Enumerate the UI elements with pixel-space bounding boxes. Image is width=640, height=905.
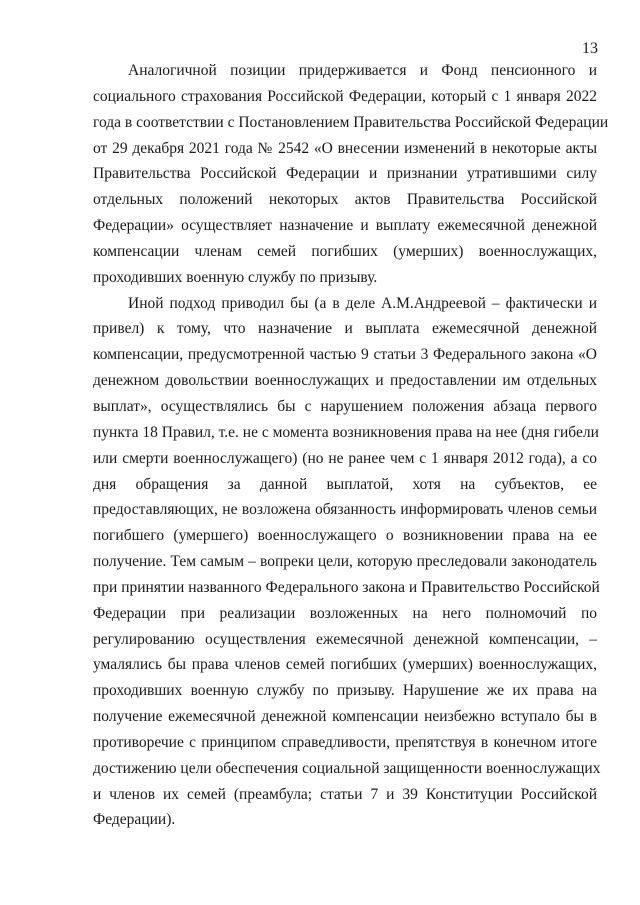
text-line: регулированию осуществления ежемесячной денежной компенсации, – <box>93 630 597 648</box>
text-line: отдельных положений некоторых актов Правительства Российской <box>93 191 597 209</box>
text-line: достижению цели обеспечения социальной защищенности военнослужащих <box>93 759 601 777</box>
text-line: при принятии названного Федерального закона и Правительство Российской <box>93 578 600 596</box>
paragraph-2 <box>93 291 601 834</box>
text-line: или смерти военнослужащего) (но не ранее чем с 1 января 2012 года), а со <box>93 449 597 467</box>
text-line: компенсации членам семей погибших (умерших) военнослужащих, <box>93 242 597 260</box>
text-line: Федерации при реализации возложенных на него полномочий по <box>93 604 597 622</box>
text-line: Федерации). <box>93 811 176 829</box>
text-line: проходивших военную службу по призыву. Нарушение же их права на <box>93 682 597 700</box>
text-line: Иной подход приводил бы (а в деле А.М.Андреевой – фактически и <box>128 294 597 312</box>
text-line: пункта 18 Правил, т.е. не с момента возникновения права на нее (дня гибели <box>93 423 599 441</box>
text-line: и членов их семей (преамбула; статьи 7 и 39 Конституции Российской <box>93 785 597 803</box>
text-line: погибшего (умершего) военнослужащего о возникновении права на ее <box>93 527 597 545</box>
text-line: компенсации, предусмотренной частью 9 статьи 3 Федерального закона «О <box>93 346 597 364</box>
text-line: социального страхования Российской Федерации, который с 1 января 2022 <box>93 87 597 105</box>
text-line: получение. Тем самым – вопреки цели, которую преследовали законодатель <box>93 553 597 571</box>
text-line: от 29 декабря 2021 года № 2542 «О внесении изменений в некоторые акты <box>93 139 597 157</box>
text-line: дня обращения за данной выплатой, хотя на субъектов, ее <box>93 475 597 493</box>
text-line: выплат», осуществлялись бы с нарушением положения абзаца первого <box>93 397 597 415</box>
text-line: проходивших военную службу по призыву. <box>93 268 378 286</box>
text-line: противоречие с принципом справедливости, препятствуя в конечном итоге <box>93 733 597 751</box>
text-line: привел) к тому, что назначение и выплата ежемесячной денежной <box>93 320 597 338</box>
text-line: Аналогичной позиции придерживается и Фонд пенсионного и <box>128 62 597 79</box>
text-line: Федерации» осуществляет назначение и выплату ежемесячной денежной <box>93 217 597 235</box>
paragraph-1 <box>93 58 609 291</box>
document-body <box>93 58 609 833</box>
text-line: получение ежемесячной денежной компенсации неизбежно вступало бы в <box>93 708 597 726</box>
text-line: предоставляющих, не возложена обязанность информировать членов семьи <box>93 501 597 519</box>
text-line: года в соответствии с Постановлением Правительства Российской Федерации <box>93 113 609 131</box>
text-line: умалялись бы права членов семей погибших (умерших) военнослужащих, <box>93 656 597 674</box>
text-line: Правительства Российской Федерации и признании утратившими силу <box>93 165 597 183</box>
text-line: денежном довольствии военнослужащих и предоставлении им отдельных <box>93 372 597 390</box>
page-number: 13 <box>582 40 598 57</box>
